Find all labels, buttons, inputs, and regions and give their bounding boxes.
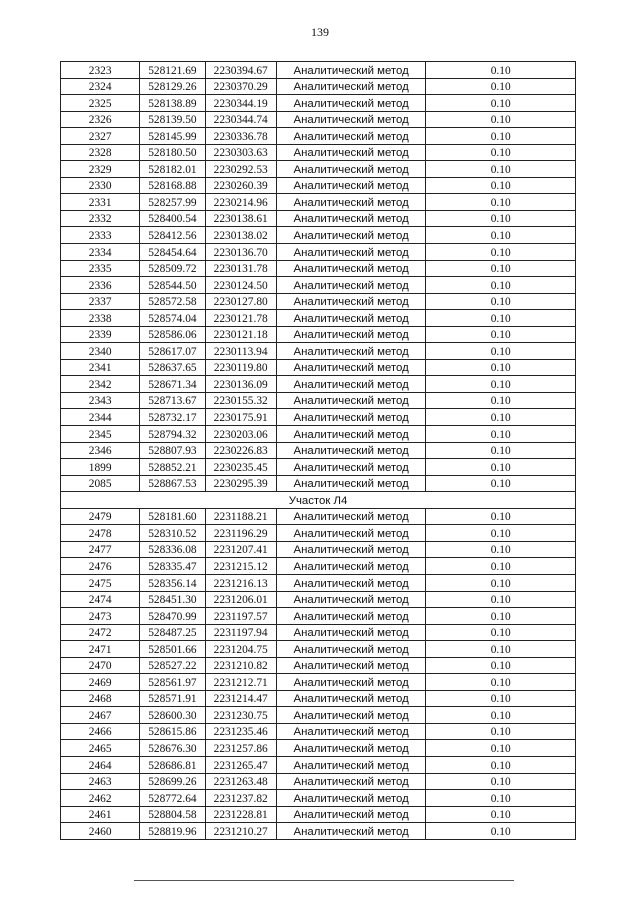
x-coordinate-cell: 528794.32 xyxy=(140,426,205,443)
table-row xyxy=(61,756,576,773)
method-cell: Аналитический метод xyxy=(276,177,426,194)
x-coordinate-cell: 528336.08 xyxy=(140,541,205,558)
accuracy-cell: 0.10 xyxy=(426,426,576,443)
point-number-cell: 2465 xyxy=(61,740,140,757)
point-number-cell: 2466 xyxy=(61,723,140,740)
point-number-cell: 2085 xyxy=(61,475,140,492)
point-number-cell: 2464 xyxy=(61,756,140,773)
x-coordinate-cell: 528527.22 xyxy=(140,657,205,674)
y-coordinate-cell: 2230344.74 xyxy=(205,111,276,128)
x-coordinate-cell: 528807.93 xyxy=(140,442,205,459)
accuracy-cell: 0.10 xyxy=(426,359,576,376)
accuracy-cell: 0.10 xyxy=(426,277,576,294)
accuracy-cell: 0.10 xyxy=(426,310,576,327)
x-coordinate-cell: 528138.89 xyxy=(140,95,205,112)
accuracy-cell: 0.10 xyxy=(426,177,576,194)
table-row xyxy=(61,260,576,277)
method-cell: Аналитический метод xyxy=(276,359,426,376)
method-cell: Аналитический метод xyxy=(276,111,426,128)
y-coordinate-cell: 2230124.50 xyxy=(205,277,276,294)
y-coordinate-cell: 2230138.02 xyxy=(205,227,276,244)
point-number-cell: 2460 xyxy=(61,823,140,840)
x-coordinate-cell: 528615.86 xyxy=(140,723,205,740)
method-cell: Аналитический метод xyxy=(276,525,426,542)
x-coordinate-cell: 528356.14 xyxy=(140,574,205,591)
x-coordinate-cell: 528819.96 xyxy=(140,823,205,840)
accuracy-cell: 0.10 xyxy=(426,62,576,79)
coordinates-table xyxy=(60,61,576,840)
table-row xyxy=(61,62,576,79)
point-number-cell: 2469 xyxy=(61,674,140,691)
x-coordinate-cell: 528412.56 xyxy=(140,227,205,244)
x-coordinate-cell: 528574.04 xyxy=(140,310,205,327)
table-row xyxy=(61,541,576,558)
accuracy-cell: 0.10 xyxy=(426,244,576,261)
table-row xyxy=(61,608,576,625)
point-number-cell: 2346 xyxy=(61,442,140,459)
method-cell: Аналитический метод xyxy=(276,95,426,112)
y-coordinate-cell: 2230127.80 xyxy=(205,293,276,310)
table-row xyxy=(61,310,576,327)
method-cell: Аналитический метод xyxy=(276,128,426,145)
accuracy-cell: 0.10 xyxy=(426,409,576,426)
accuracy-cell: 0.10 xyxy=(426,674,576,691)
method-cell: Аналитический метод xyxy=(276,608,426,625)
point-number-cell: 2331 xyxy=(61,194,140,211)
y-coordinate-cell: 2230394.67 xyxy=(205,62,276,79)
table-row xyxy=(61,525,576,542)
point-number-cell: 2477 xyxy=(61,541,140,558)
method-cell: Аналитический метод xyxy=(276,823,426,840)
table-row xyxy=(61,674,576,691)
accuracy-cell: 0.10 xyxy=(426,111,576,128)
x-coordinate-cell: 528454.64 xyxy=(140,244,205,261)
method-cell: Аналитический метод xyxy=(276,376,426,393)
bottom-rule xyxy=(134,880,514,881)
point-number-cell: 2462 xyxy=(61,790,140,807)
method-cell: Аналитический метод xyxy=(276,591,426,608)
table-row xyxy=(61,790,576,807)
table-row xyxy=(61,823,576,840)
x-coordinate-cell: 528451.30 xyxy=(140,591,205,608)
table-row xyxy=(61,409,576,426)
method-cell: Аналитический метод xyxy=(276,194,426,211)
accuracy-cell: 0.10 xyxy=(426,326,576,343)
accuracy-cell: 0.10 xyxy=(426,641,576,658)
table-row xyxy=(61,78,576,95)
method-cell: Аналитический метод xyxy=(276,674,426,691)
method-cell: Аналитический метод xyxy=(276,426,426,443)
x-coordinate-cell: 528335.47 xyxy=(140,558,205,575)
accuracy-cell: 0.10 xyxy=(426,392,576,409)
point-number-cell: 2478 xyxy=(61,525,140,542)
y-coordinate-cell: 2231197.94 xyxy=(205,624,276,641)
point-number-cell: 2328 xyxy=(61,144,140,161)
accuracy-cell: 0.10 xyxy=(426,773,576,790)
x-coordinate-cell: 528617.07 xyxy=(140,343,205,360)
method-cell: Аналитический метод xyxy=(276,442,426,459)
y-coordinate-cell: 2231216.13 xyxy=(205,574,276,591)
y-coordinate-cell: 2230370.29 xyxy=(205,78,276,95)
table-row xyxy=(61,773,576,790)
table-row xyxy=(61,624,576,641)
method-cell: Аналитический метод xyxy=(276,624,426,641)
point-number-cell: 2329 xyxy=(61,161,140,178)
accuracy-cell: 0.10 xyxy=(426,161,576,178)
method-cell: Аналитический метод xyxy=(276,541,426,558)
point-number-cell: 2479 xyxy=(61,508,140,525)
table-row xyxy=(61,591,576,608)
point-number-cell: 2323 xyxy=(61,62,140,79)
table-row xyxy=(61,459,576,476)
y-coordinate-cell: 2230119.80 xyxy=(205,359,276,376)
x-coordinate-cell: 528637.65 xyxy=(140,359,205,376)
x-coordinate-cell: 528676.30 xyxy=(140,740,205,757)
point-number-cell: 2472 xyxy=(61,624,140,641)
accuracy-cell: 0.10 xyxy=(426,608,576,625)
table-row xyxy=(61,426,576,443)
accuracy-cell: 0.10 xyxy=(426,525,576,542)
point-number-cell: 2475 xyxy=(61,574,140,591)
point-number-cell: 2344 xyxy=(61,409,140,426)
y-coordinate-cell: 2230295.39 xyxy=(205,475,276,492)
y-coordinate-cell: 2230344.19 xyxy=(205,95,276,112)
section-title: Участок Л4 xyxy=(61,492,576,509)
y-coordinate-cell: 2231263.48 xyxy=(205,773,276,790)
y-coordinate-cell: 2230203.06 xyxy=(205,426,276,443)
point-number-cell: 2473 xyxy=(61,608,140,625)
point-number-cell: 2333 xyxy=(61,227,140,244)
point-number-cell: 2334 xyxy=(61,244,140,261)
coordinates-table-body xyxy=(61,62,576,840)
accuracy-cell: 0.10 xyxy=(426,343,576,360)
x-coordinate-cell: 528586.06 xyxy=(140,326,205,343)
y-coordinate-cell: 2230235.45 xyxy=(205,459,276,476)
accuracy-cell: 0.10 xyxy=(426,823,576,840)
accuracy-cell: 0.10 xyxy=(426,541,576,558)
point-number-cell: 2470 xyxy=(61,657,140,674)
y-coordinate-cell: 2231257.86 xyxy=(205,740,276,757)
method-cell: Аналитический метод xyxy=(276,310,426,327)
x-coordinate-cell: 528180.50 xyxy=(140,144,205,161)
table-row xyxy=(61,359,576,376)
table-row xyxy=(61,111,576,128)
table-row xyxy=(61,244,576,261)
accuracy-cell: 0.10 xyxy=(426,95,576,112)
x-coordinate-cell: 528544.50 xyxy=(140,277,205,294)
x-coordinate-cell: 528772.64 xyxy=(140,790,205,807)
point-number-cell: 1899 xyxy=(61,459,140,476)
method-cell: Аналитический метод xyxy=(276,657,426,674)
point-number-cell: 2345 xyxy=(61,426,140,443)
method-cell: Аналитический метод xyxy=(276,144,426,161)
x-coordinate-cell: 528804.58 xyxy=(140,806,205,823)
y-coordinate-cell: 2230292.53 xyxy=(205,161,276,178)
point-number-cell: 2335 xyxy=(61,260,140,277)
method-cell: Аналитический метод xyxy=(276,343,426,360)
method-cell: Аналитический метод xyxy=(276,326,426,343)
accuracy-cell: 0.10 xyxy=(426,558,576,575)
x-coordinate-cell: 528168.88 xyxy=(140,177,205,194)
x-coordinate-cell: 528501.66 xyxy=(140,641,205,658)
x-coordinate-cell: 528182.01 xyxy=(140,161,205,178)
table-row xyxy=(61,194,576,211)
y-coordinate-cell: 2230121.18 xyxy=(205,326,276,343)
method-cell: Аналитический метод xyxy=(276,756,426,773)
method-cell: Аналитический метод xyxy=(276,574,426,591)
accuracy-cell: 0.10 xyxy=(426,740,576,757)
method-cell: Аналитический метод xyxy=(276,773,426,790)
point-number-cell: 2340 xyxy=(61,343,140,360)
point-number-cell: 2468 xyxy=(61,690,140,707)
accuracy-cell: 0.10 xyxy=(426,293,576,310)
method-cell: Аналитический метод xyxy=(276,260,426,277)
y-coordinate-cell: 2230303.63 xyxy=(205,144,276,161)
accuracy-cell: 0.10 xyxy=(426,624,576,641)
x-coordinate-cell: 528561.97 xyxy=(140,674,205,691)
x-coordinate-cell: 528867.53 xyxy=(140,475,205,492)
y-coordinate-cell: 2230138.61 xyxy=(205,210,276,227)
accuracy-cell: 0.10 xyxy=(426,657,576,674)
point-number-cell: 2476 xyxy=(61,558,140,575)
accuracy-cell: 0.10 xyxy=(426,475,576,492)
x-coordinate-cell: 528129.26 xyxy=(140,78,205,95)
accuracy-cell: 0.10 xyxy=(426,508,576,525)
y-coordinate-cell: 2231204.75 xyxy=(205,641,276,658)
method-cell: Аналитический метод xyxy=(276,806,426,823)
point-number-cell: 2461 xyxy=(61,806,140,823)
method-cell: Аналитический метод xyxy=(276,690,426,707)
x-coordinate-cell: 528487.25 xyxy=(140,624,205,641)
method-cell: Аналитический метод xyxy=(276,740,426,757)
table-row xyxy=(61,558,576,575)
point-number-cell: 2471 xyxy=(61,641,140,658)
point-number-cell: 2463 xyxy=(61,773,140,790)
table-row xyxy=(61,293,576,310)
table-row xyxy=(61,442,576,459)
table-row xyxy=(61,641,576,658)
x-coordinate-cell: 528470.99 xyxy=(140,608,205,625)
table-row xyxy=(61,343,576,360)
table-row xyxy=(61,161,576,178)
y-coordinate-cell: 2231207.41 xyxy=(205,541,276,558)
x-coordinate-cell: 528600.30 xyxy=(140,707,205,724)
x-coordinate-cell: 528572.58 xyxy=(140,293,205,310)
y-coordinate-cell: 2230136.70 xyxy=(205,244,276,261)
accuracy-cell: 0.10 xyxy=(426,707,576,724)
y-coordinate-cell: 2231197.57 xyxy=(205,608,276,625)
y-coordinate-cell: 2231237.82 xyxy=(205,790,276,807)
accuracy-cell: 0.10 xyxy=(426,227,576,244)
accuracy-cell: 0.10 xyxy=(426,690,576,707)
x-coordinate-cell: 528571.91 xyxy=(140,690,205,707)
point-number-cell: 2326 xyxy=(61,111,140,128)
method-cell: Аналитический метод xyxy=(276,508,426,525)
accuracy-cell: 0.10 xyxy=(426,194,576,211)
y-coordinate-cell: 2230121.78 xyxy=(205,310,276,327)
y-coordinate-cell: 2231265.47 xyxy=(205,756,276,773)
x-coordinate-cell: 528310.52 xyxy=(140,525,205,542)
y-coordinate-cell: 2230260.39 xyxy=(205,177,276,194)
point-number-cell: 2339 xyxy=(61,326,140,343)
method-cell: Аналитический метод xyxy=(276,707,426,724)
point-number-cell: 2474 xyxy=(61,591,140,608)
accuracy-cell: 0.10 xyxy=(426,128,576,145)
table-row xyxy=(61,806,576,823)
accuracy-cell: 0.10 xyxy=(426,591,576,608)
x-coordinate-cell: 528732.17 xyxy=(140,409,205,426)
table-row xyxy=(61,128,576,145)
x-coordinate-cell: 528671.34 xyxy=(140,376,205,393)
accuracy-cell: 0.10 xyxy=(426,790,576,807)
accuracy-cell: 0.10 xyxy=(426,723,576,740)
x-coordinate-cell: 528145.99 xyxy=(140,128,205,145)
method-cell: Аналитический метод xyxy=(276,790,426,807)
table-row xyxy=(61,326,576,343)
accuracy-cell: 0.10 xyxy=(426,78,576,95)
x-coordinate-cell: 528686.81 xyxy=(140,756,205,773)
page-number: 139 xyxy=(311,25,329,39)
y-coordinate-cell: 2231210.82 xyxy=(205,657,276,674)
x-coordinate-cell: 528713.67 xyxy=(140,392,205,409)
y-coordinate-cell: 2230175.91 xyxy=(205,409,276,426)
accuracy-cell: 0.10 xyxy=(426,376,576,393)
y-coordinate-cell: 2231215.12 xyxy=(205,558,276,575)
accuracy-cell: 0.10 xyxy=(426,756,576,773)
y-coordinate-cell: 2230155.32 xyxy=(205,392,276,409)
method-cell: Аналитический метод xyxy=(276,227,426,244)
method-cell: Аналитический метод xyxy=(276,161,426,178)
accuracy-cell: 0.10 xyxy=(426,260,576,277)
point-number-cell: 2336 xyxy=(61,277,140,294)
table-row xyxy=(61,657,576,674)
x-coordinate-cell: 528509.72 xyxy=(140,260,205,277)
accuracy-cell: 0.10 xyxy=(426,459,576,476)
method-cell: Аналитический метод xyxy=(276,392,426,409)
table-row xyxy=(61,210,576,227)
section-header-row xyxy=(61,492,576,509)
accuracy-cell: 0.10 xyxy=(426,210,576,227)
y-coordinate-cell: 2230113.94 xyxy=(205,343,276,360)
method-cell: Аналитический метод xyxy=(276,558,426,575)
y-coordinate-cell: 2231230.75 xyxy=(205,707,276,724)
point-number-cell: 2324 xyxy=(61,78,140,95)
table-row xyxy=(61,475,576,492)
table-row xyxy=(61,376,576,393)
x-coordinate-cell: 528139.50 xyxy=(140,111,205,128)
y-coordinate-cell: 2230136.09 xyxy=(205,376,276,393)
point-number-cell: 2325 xyxy=(61,95,140,112)
method-cell: Аналитический метод xyxy=(276,409,426,426)
y-coordinate-cell: 2230131.78 xyxy=(205,260,276,277)
x-coordinate-cell: 528400.54 xyxy=(140,210,205,227)
point-number-cell: 2342 xyxy=(61,376,140,393)
y-coordinate-cell: 2231214.47 xyxy=(205,690,276,707)
y-coordinate-cell: 2231212.71 xyxy=(205,674,276,691)
method-cell: Аналитический метод xyxy=(276,62,426,79)
point-number-cell: 2467 xyxy=(61,707,140,724)
table-row xyxy=(61,723,576,740)
y-coordinate-cell: 2230214.96 xyxy=(205,194,276,211)
table-row xyxy=(61,227,576,244)
y-coordinate-cell: 2231206.01 xyxy=(205,591,276,608)
accuracy-cell: 0.10 xyxy=(426,144,576,161)
y-coordinate-cell: 2230226.83 xyxy=(205,442,276,459)
point-number-cell: 2343 xyxy=(61,392,140,409)
y-coordinate-cell: 2231228.81 xyxy=(205,806,276,823)
table-row xyxy=(61,574,576,591)
x-coordinate-cell: 528852.21 xyxy=(140,459,205,476)
method-cell: Аналитический метод xyxy=(276,210,426,227)
method-cell: Аналитический метод xyxy=(276,723,426,740)
table-row xyxy=(61,144,576,161)
y-coordinate-cell: 2230336.78 xyxy=(205,128,276,145)
x-coordinate-cell: 528699.26 xyxy=(140,773,205,790)
y-coordinate-cell: 2231188.21 xyxy=(205,508,276,525)
method-cell: Аналитический метод xyxy=(276,641,426,658)
accuracy-cell: 0.10 xyxy=(426,442,576,459)
table-row xyxy=(61,392,576,409)
table-row xyxy=(61,277,576,294)
y-coordinate-cell: 2231196.29 xyxy=(205,525,276,542)
accuracy-cell: 0.10 xyxy=(426,574,576,591)
point-number-cell: 2338 xyxy=(61,310,140,327)
method-cell: Аналитический метод xyxy=(276,293,426,310)
table-row xyxy=(61,95,576,112)
y-coordinate-cell: 2231210.27 xyxy=(205,823,276,840)
method-cell: Аналитический метод xyxy=(276,459,426,476)
point-number-cell: 2330 xyxy=(61,177,140,194)
y-coordinate-cell: 2231235.46 xyxy=(205,723,276,740)
point-number-cell: 2332 xyxy=(61,210,140,227)
table-row xyxy=(61,707,576,724)
table-row xyxy=(61,690,576,707)
method-cell: Аналитический метод xyxy=(276,78,426,95)
table-row xyxy=(61,740,576,757)
x-coordinate-cell: 528257.99 xyxy=(140,194,205,211)
table-row xyxy=(61,508,576,525)
method-cell: Аналитический метод xyxy=(276,475,426,492)
method-cell: Аналитический метод xyxy=(276,244,426,261)
point-number-cell: 2341 xyxy=(61,359,140,376)
table-row xyxy=(61,177,576,194)
accuracy-cell: 0.10 xyxy=(426,806,576,823)
x-coordinate-cell: 528121.69 xyxy=(140,62,205,79)
method-cell: Аналитический метод xyxy=(276,277,426,294)
x-coordinate-cell: 528181.60 xyxy=(140,508,205,525)
point-number-cell: 2337 xyxy=(61,293,140,310)
point-number-cell: 2327 xyxy=(61,128,140,145)
